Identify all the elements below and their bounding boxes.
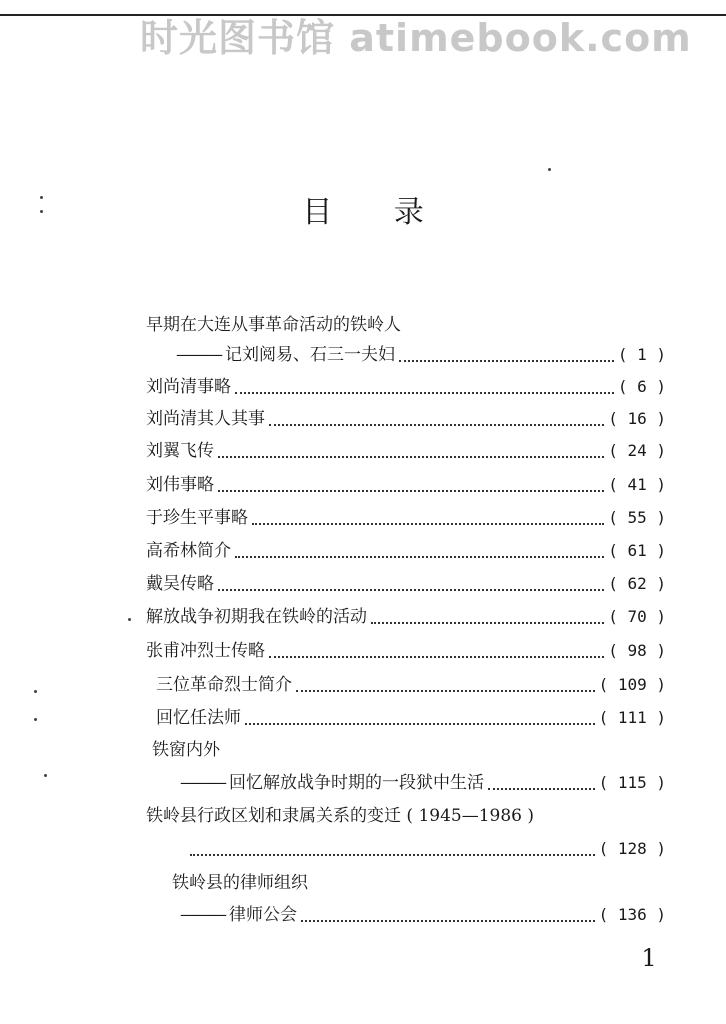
scan-speck	[34, 718, 37, 721]
toc-entry	[156, 703, 666, 733]
toc-entry-title: 早期在大连从事革命活动的铁岭人	[146, 315, 401, 335]
toc-entry	[176, 340, 666, 370]
scan-speck	[44, 774, 47, 777]
toc-entry-page: ( 115 )	[598, 773, 666, 792]
toc-entry-page: ( 6 )	[617, 377, 666, 396]
dash-prefix: ———	[180, 905, 225, 925]
toc-entry	[180, 768, 666, 798]
toc-entry-title: 律师公会	[229, 905, 297, 925]
toc-entry	[146, 503, 666, 533]
dot-leader	[218, 490, 604, 492]
toc-entry-title: 铁岭县行政区划和隶属关系的变迁 ( 1945—1986 )	[146, 806, 535, 826]
toc-entry-title: 记刘阅易、石三一夫妇	[225, 345, 395, 365]
title-char-2: 录	[393, 195, 424, 230]
dot-leader	[235, 556, 604, 558]
scan-speck	[34, 690, 37, 693]
dash-prefix: ———	[180, 773, 225, 793]
toc-entry-title: 回忆任法师	[156, 708, 241, 728]
toc-entry	[146, 436, 666, 466]
toc-entry-page: ( 61 )	[608, 541, 666, 560]
dot-leader	[218, 456, 604, 458]
toc-entry	[146, 569, 666, 599]
title-char-1: 目	[302, 195, 333, 230]
dot-leader	[488, 788, 595, 790]
toc-entry-page: ( 70 )	[608, 607, 666, 626]
dot-leader	[269, 424, 604, 426]
toc-entry-title: 高希林简介	[146, 541, 231, 561]
toc-entry-title: 刘尚清其人其事	[146, 409, 265, 429]
toc-entry-title: 解放战争初期我在铁岭的活动	[146, 607, 367, 627]
toc-entry	[156, 670, 666, 700]
dot-leader	[296, 690, 595, 692]
toc-entry-title: 戴吴传略	[146, 574, 214, 594]
scan-speck	[128, 618, 131, 621]
toc-entry	[146, 372, 666, 402]
toc-entry	[180, 900, 666, 930]
toc-entry	[146, 536, 666, 566]
toc-entry	[186, 834, 666, 864]
toc-entry	[146, 404, 666, 434]
watermark-text: 时光图书馆 atimebook.com	[140, 16, 692, 60]
toc-entry-title: 刘伟事略	[146, 475, 214, 495]
scan-speck	[40, 196, 43, 199]
toc-entry-page: ( 62 )	[608, 574, 666, 593]
dot-leader	[371, 622, 604, 624]
dot-leader	[301, 920, 595, 922]
scan-speck	[548, 168, 551, 171]
dot-leader	[269, 656, 604, 658]
toc-entry-page: ( 55 )	[608, 508, 666, 527]
toc-entry-page: ( 24 )	[608, 441, 666, 460]
toc-entry-title: 于珍生平事略	[146, 508, 248, 528]
toc-entry-page: ( 111 )	[598, 708, 666, 727]
dot-leader	[252, 523, 604, 525]
toc-entry-title: 铁窗内外	[152, 740, 220, 760]
toc-entry-title: 回忆解放战争时期的一段狱中生活	[229, 773, 484, 793]
toc-entry	[146, 602, 666, 632]
toc-entry-page: ( 128 )	[598, 839, 666, 858]
toc-entry-title: 刘尚清事略	[146, 377, 231, 397]
toc-entry-page: ( 1 )	[617, 345, 666, 364]
toc-entry-title: 刘翼飞传	[146, 441, 214, 461]
dot-leader	[235, 392, 614, 394]
dot-leader	[190, 854, 595, 856]
toc-entry-title: 张甫冲烈士传略	[146, 641, 265, 661]
toc-entry-page: ( 41 )	[608, 475, 666, 494]
toc-entry-page: ( 16 )	[608, 409, 666, 428]
dot-leader	[218, 589, 604, 591]
toc-entry-page: ( 98 )	[608, 641, 666, 660]
toc-entry-title: 三位革命烈士简介	[156, 675, 292, 695]
page-number: 1	[641, 944, 657, 972]
toc-entry-page: ( 136 )	[598, 905, 666, 924]
toc-entry	[146, 470, 666, 500]
dash-prefix: ———	[176, 345, 221, 365]
dot-leader	[399, 360, 614, 362]
toc-entry-title: 铁岭县的律师组织	[172, 873, 308, 893]
dot-leader	[245, 723, 595, 725]
toc-entry	[146, 636, 666, 666]
scan-speck	[40, 210, 43, 213]
toc-entry-page: ( 109 )	[598, 675, 666, 694]
